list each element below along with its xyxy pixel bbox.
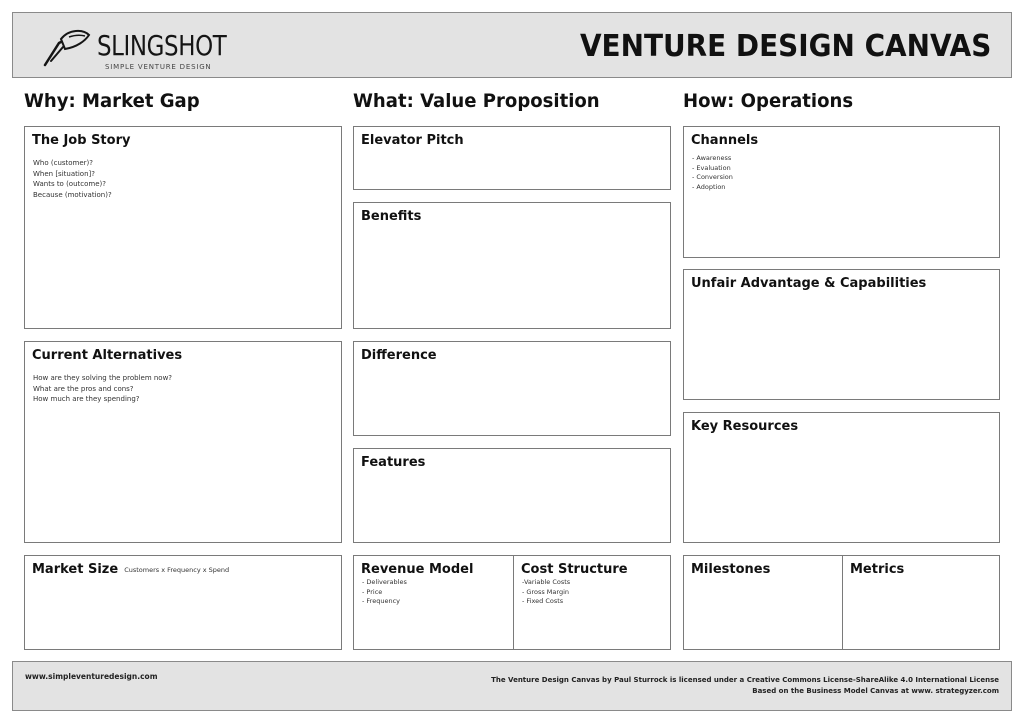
- slingshot-icon: [41, 25, 93, 69]
- job-story-box[interactable]: [24, 126, 342, 329]
- prompt-line: Wants to (outcome)?: [33, 180, 106, 188]
- difference-box[interactable]: [353, 341, 671, 436]
- revenue-model-cell[interactable]: [354, 556, 513, 649]
- cost-structure-cell[interactable]: [514, 556, 671, 649]
- cost-structure-prompts: [522, 578, 570, 607]
- column-heading-why: Why: Market Gap: [24, 90, 200, 112]
- prompt-line: - Awareness: [692, 154, 732, 162]
- market-size-title: [32, 562, 229, 577]
- features-box[interactable]: [353, 448, 671, 543]
- footer-website-link[interactable]: www.simpleventuredesign.com: [25, 672, 158, 681]
- key-resources-title: Key Resources: [691, 419, 799, 434]
- prompt-line: What are the pros and cons?: [33, 384, 134, 393]
- benefits-title: Benefits: [361, 209, 422, 224]
- revenue-cost-box: [353, 555, 671, 650]
- prompt-line: When [situation]?: [33, 169, 95, 178]
- prompt-line: How are they solving the problem now?: [33, 374, 173, 382]
- column-heading-how: How: Operations: [683, 90, 854, 112]
- prompt-line: - Gross Margin: [522, 587, 569, 596]
- prompt-line: - Conversion: [692, 173, 733, 181]
- market-size-note: Customers x Frequency x Spend: [124, 565, 230, 574]
- difference-title: Difference: [361, 348, 437, 363]
- column-heading-what: What: Value Proposition: [353, 90, 600, 112]
- unfair-advantage-box[interactable]: [683, 269, 1000, 400]
- brand-tagline: SIMPLE VENTURE DESIGN: [105, 63, 212, 71]
- unfair-advantage-title: Unfair Advantage & Capabilities: [691, 276, 927, 291]
- current-alternatives-prompts: [33, 373, 172, 405]
- cost-structure-title: Cost Structure: [521, 562, 628, 577]
- brand-name: SLINGSHOT: [97, 29, 227, 62]
- brand-logo: [41, 23, 227, 73]
- prompt-line: - Evaluation: [692, 163, 731, 172]
- elevator-pitch-box[interactable]: [353, 126, 671, 190]
- job-story-prompts: [33, 158, 112, 200]
- page-title: VENTURE DESIGN CANVAS: [579, 29, 991, 64]
- milestones-cell[interactable]: [684, 556, 842, 649]
- current-alternatives-box[interactable]: [24, 341, 342, 543]
- metrics-title: Metrics: [850, 562, 905, 577]
- prompt-line: Because (motivation)?: [33, 190, 112, 199]
- key-resources-box[interactable]: [683, 412, 1000, 543]
- channels-title: Channels: [691, 133, 759, 148]
- job-story-title: The Job Story: [32, 133, 131, 148]
- current-alternatives-title: Current Alternatives: [32, 348, 183, 363]
- revenue-model-prompts: [362, 578, 407, 607]
- benefits-box[interactable]: [353, 202, 671, 329]
- market-size-box[interactable]: [24, 555, 342, 650]
- footer-banner: [12, 661, 1012, 711]
- prompt-line: - Frequency: [362, 597, 400, 605]
- features-title: Features: [361, 455, 426, 470]
- elevator-pitch-title: Elevator Pitch: [361, 133, 464, 148]
- prompt-line: - Price: [362, 587, 383, 596]
- milestones-title: Milestones: [691, 562, 771, 577]
- header-banner: [12, 12, 1012, 78]
- license-line: The Venture Design Canvas by Paul Sturrock is licensed under a Creative Commons License-ShareAlike 4.0 International License: [491, 676, 999, 684]
- metrics-cell[interactable]: [843, 556, 999, 649]
- license-line: Based on the Business Model Canvas at www. strategyzer.com: [752, 687, 999, 695]
- footer-license: [491, 675, 999, 697]
- prompt-line: -Variable Costs: [522, 578, 571, 586]
- milestones-metrics-box: [683, 555, 1000, 650]
- revenue-model-title: Revenue Model: [361, 562, 474, 577]
- prompt-line: How much are they spending?: [33, 395, 140, 403]
- channels-box[interactable]: [683, 126, 1000, 258]
- market-size-label: Market Size: [32, 562, 119, 577]
- prompt-line: Who (customer)?: [33, 159, 94, 167]
- prompt-line: - Fixed Costs: [522, 597, 564, 605]
- channels-prompts: [692, 154, 733, 192]
- prompt-line: - Deliverables: [362, 578, 407, 586]
- prompt-line: - Adoption: [692, 182, 726, 191]
